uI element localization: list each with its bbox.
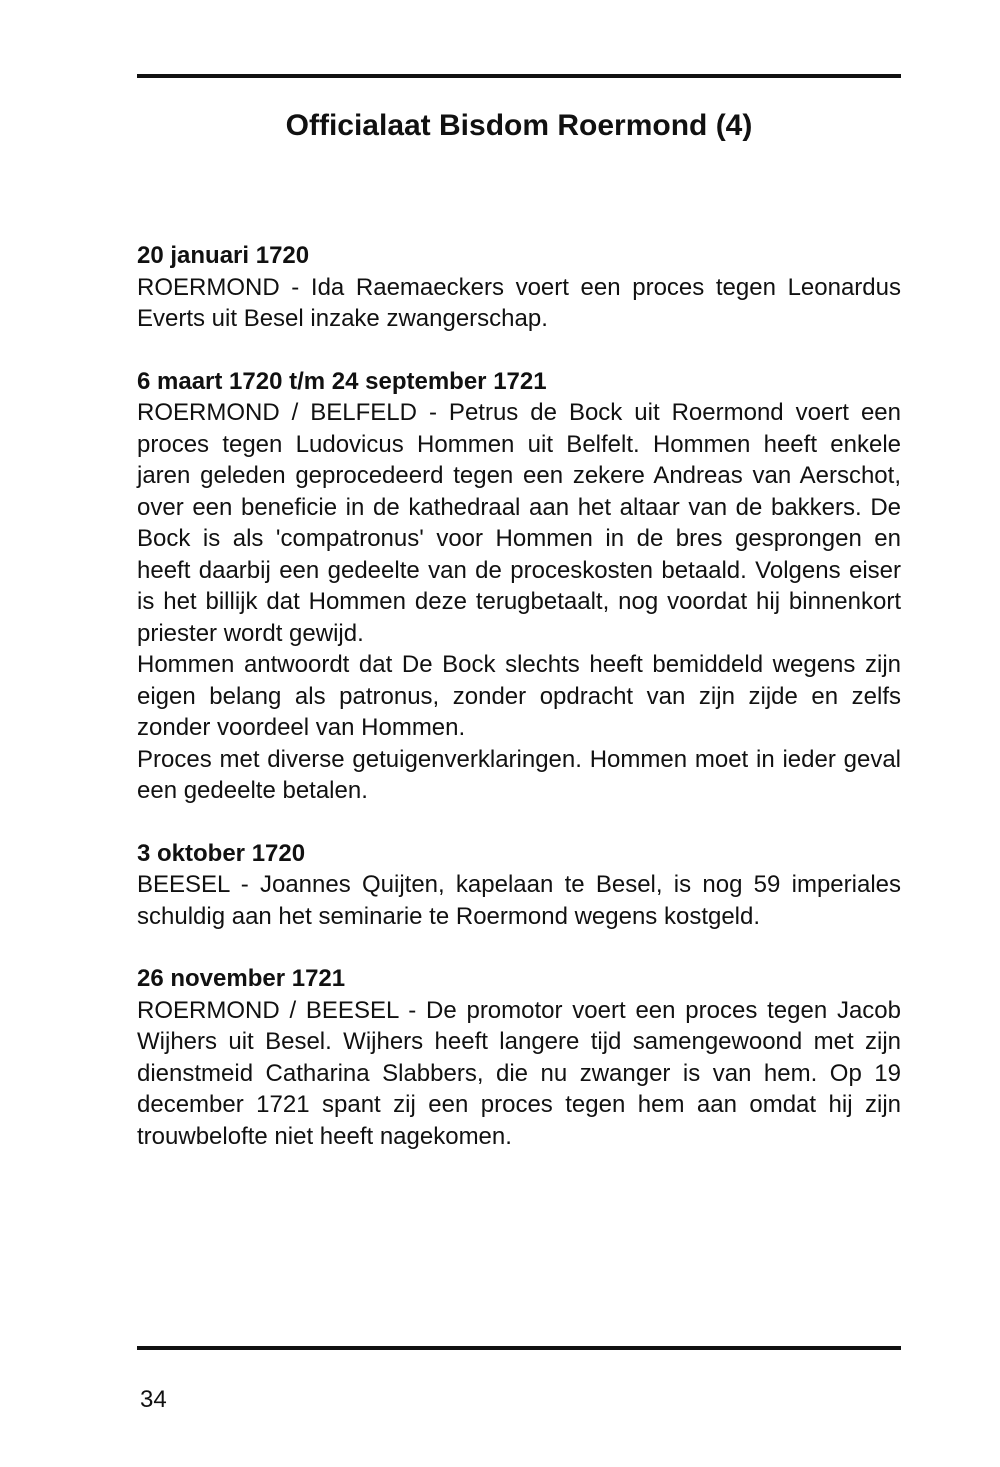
entries-list	[137, 240, 901, 1183]
entry-paragraph: ROERMOND - Ida Raemaeckers voert een proces tegen Leonardus Everts uit Besel inzake zwangerschap.	[137, 273, 901, 332]
entry	[137, 240, 901, 335]
top-rule	[137, 74, 901, 78]
entry-date: 20 januari 1720	[137, 242, 310, 269]
entry	[137, 838, 901, 933]
entry-paragraph: ROERMOND / BELFELD - Petrus de Bock uit Roermond voert een proces tegen Ludovicus Hommen uit Belfelt. Hommen heeft enkele jaren geleden geprocedeerd tegen een zekere Andreas van Aerschot, over een beneficie in de kathedraal aan het altaar van de bakkers. De Bock is als 'compatronus' voor Hommen in de bres gesprongen en heeft daarbij een gedeelte van de proceskosten betaald. Volgens eiser is het billijk dat Hommen deze terugbetaalt, nog voordat hij binnenkort priester wordt gewijd.	[137, 399, 901, 647]
bottom-rule	[137, 1346, 901, 1350]
entry	[137, 366, 901, 807]
page-title: Officialaat Bisdom Roermond (4)	[285, 109, 753, 142]
entry-date: 3 oktober 1720	[137, 839, 306, 867]
entry-date: 26 november 1721	[137, 965, 346, 992]
page-number: 34	[140, 1386, 167, 1413]
entry-date: 6 maart 1720 t/m 24 september 1721	[137, 367, 547, 395]
entry	[137, 963, 901, 1152]
entry-paragraph: Proces met diverse getuigenverklaringen. Hommen moet in ieder geval een gedeelte betalen.	[137, 745, 901, 804]
entry-paragraph: ROERMOND / BEESEL - De promotor voert een proces tegen Jacob Wijhers uit Besel. Wijhers heeft langere tijd samengewoond met zijn dienstmeid Catharina Slabbers, die nu zwanger is van hem. Op 19 december 1721 spant zij een proces tegen hem aan omdat hij zijn trouwbelofte niet heeft nagekomen.	[137, 996, 901, 1150]
entry-paragraph: Hommen antwoordt dat De Bock slechts heeft bemiddeld wegens zijn eigen belang als patronus, zonder opdracht van zijn zijde en zelfs zonder voordeel van Hommen.	[137, 651, 901, 741]
entry-paragraph: BEESEL - Joannes Quijten, kapelaan te Besel, is nog 59 imperiales schuldig aan het seminarie te Roermond wegens kostgeld.	[137, 871, 901, 930]
